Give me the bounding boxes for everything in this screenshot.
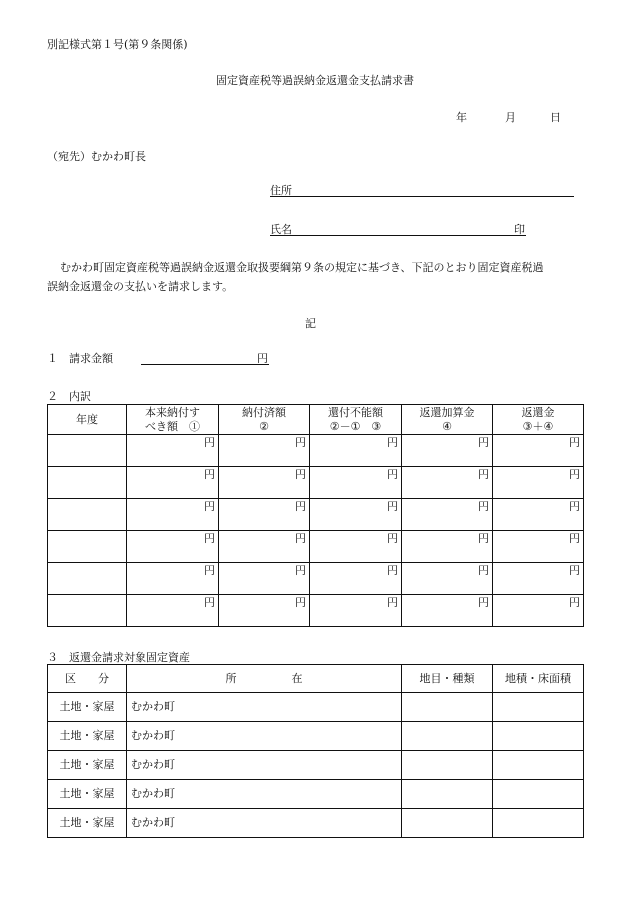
section2-label: ２ 内訳 [47,390,91,403]
claim-amount-field[interactable] [141,364,269,365]
chimoku-cell[interactable] [402,809,493,838]
additional-cell[interactable]: 円 [402,467,493,499]
unrefundable-cell[interactable]: 円 [310,563,402,595]
original-due-cell[interactable]: 円 [127,467,219,499]
name-field[interactable] [270,235,526,236]
original-due-cell[interactable]: 円 [127,595,219,627]
refund-cell[interactable]: 円 [493,467,584,499]
form-id-label: 別記様式第１号(第９条関係) [47,38,188,51]
paid-cell[interactable]: 円 [219,531,310,563]
refund-cell[interactable]: 円 [493,595,584,627]
paid-cell[interactable]: 円 [219,467,310,499]
header-chiseki: 地積・床面積 [493,665,584,693]
section1-label: １ 請求金額 [47,352,113,365]
table-row [48,722,584,751]
header-chimoku: 地目・種類 [402,665,493,693]
body-text-line2: 誤納金返還金の支払いを請求します。 [47,280,234,293]
table-row [48,563,584,595]
table-row [48,693,584,722]
shozai-cell[interactable]: むかわ町 [127,780,402,809]
shozai-cell[interactable]: むかわ町 [127,722,402,751]
date-month-label: 月 [505,111,516,124]
breakdown-table [47,404,584,627]
year-cell[interactable] [48,435,127,467]
additional-cell[interactable]: 円 [402,563,493,595]
table-row [48,780,584,809]
address-label: 住所 [270,184,292,197]
year-cell[interactable] [48,563,127,595]
table-row [48,435,584,467]
addressee: （宛先）むかわ町長 [47,150,146,163]
header-kubun: 区 分 [48,665,127,693]
shozai-cell[interactable]: むかわ町 [127,809,402,838]
unrefundable-cell[interactable]: 円 [310,435,402,467]
paid-cell[interactable]: 円 [219,595,310,627]
document-title: 固定資産税等過誤納金返還金支払請求書 [216,74,414,87]
asset-header-row [48,665,584,693]
year-cell[interactable] [48,499,127,531]
ki-heading: 記 [305,317,316,330]
table-row [48,751,584,780]
chimoku-cell[interactable] [402,722,493,751]
header-shozai: 所 在 [127,665,402,693]
breakdown-header-row [48,405,584,435]
kubun-cell[interactable]: 土地・家屋 [48,722,127,751]
claim-amount-unit: 円 [257,352,268,365]
table-row [48,467,584,499]
kubun-cell[interactable]: 土地・家屋 [48,751,127,780]
chiseki-cell[interactable] [493,751,584,780]
original-due-cell[interactable]: 円 [127,531,219,563]
table-row [48,809,584,838]
unrefundable-cell[interactable]: 円 [310,595,402,627]
year-cell[interactable] [48,467,127,499]
table-row [48,499,584,531]
additional-cell[interactable]: 円 [402,531,493,563]
section3-label: ３ 返還金請求対象固定資産 [47,651,190,664]
header-additional: 返還加算金 ④ [402,405,493,435]
chimoku-cell[interactable] [402,693,493,722]
date-day-label: 日 [550,111,561,124]
header-year: 年度 [48,405,127,435]
table-row [48,595,584,627]
chiseki-cell[interactable] [493,693,584,722]
additional-cell[interactable]: 円 [402,595,493,627]
kubun-cell[interactable]: 土地・家屋 [48,693,127,722]
original-due-cell[interactable]: 円 [127,499,219,531]
refund-cell[interactable]: 円 [493,563,584,595]
kubun-cell[interactable]: 土地・家屋 [48,780,127,809]
chiseki-cell[interactable] [493,722,584,751]
seal-mark: 印 [514,223,525,236]
additional-cell[interactable]: 円 [402,435,493,467]
paid-cell[interactable]: 円 [219,563,310,595]
unrefundable-cell[interactable]: 円 [310,531,402,563]
original-due-cell[interactable]: 円 [127,563,219,595]
kubun-cell[interactable]: 土地・家屋 [48,809,127,838]
shozai-cell[interactable]: むかわ町 [127,693,402,722]
header-original-due: 本来納付す べき額 ① [127,405,219,435]
additional-cell[interactable]: 円 [402,499,493,531]
chiseki-cell[interactable] [493,809,584,838]
chimoku-cell[interactable] [402,751,493,780]
address-field[interactable] [270,196,574,197]
header-paid: 納付済額 ② [219,405,310,435]
asset-table [47,664,584,838]
date-year-label: 年 [456,111,467,124]
chimoku-cell[interactable] [402,780,493,809]
name-label: 氏名 [270,223,292,236]
paid-cell[interactable]: 円 [219,435,310,467]
header-refund: 返還金 ③＋④ [493,405,584,435]
header-unrefundable: 還付不能額 ②－① ③ [310,405,402,435]
unrefundable-cell[interactable]: 円 [310,467,402,499]
year-cell[interactable] [48,531,127,563]
chiseki-cell[interactable] [493,780,584,809]
refund-cell[interactable]: 円 [493,435,584,467]
refund-cell[interactable]: 円 [493,499,584,531]
refund-cell[interactable]: 円 [493,531,584,563]
shozai-cell[interactable]: むかわ町 [127,751,402,780]
year-cell[interactable] [48,595,127,627]
unrefundable-cell[interactable]: 円 [310,499,402,531]
table-row [48,531,584,563]
paid-cell[interactable]: 円 [219,499,310,531]
body-text-line1: むかわ町固定資産税等過誤納金返還金取扱要綱第９条の規定に基づき、下記のとおり固定資産税過 [60,261,544,274]
original-due-cell[interactable]: 円 [127,435,219,467]
